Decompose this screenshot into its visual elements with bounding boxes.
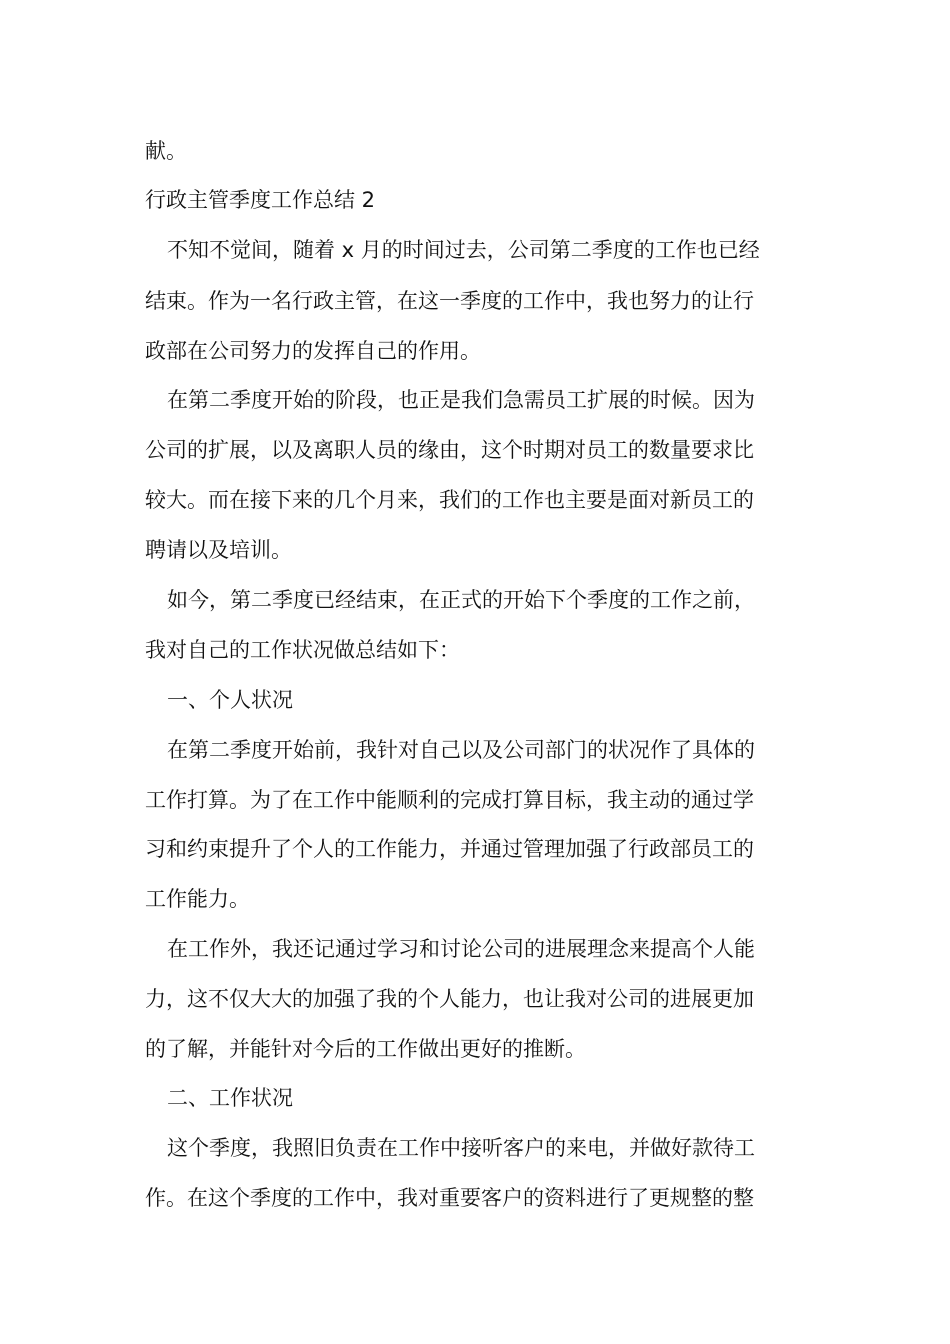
text-line: 工作打算。为了在工作中能顺利的完成打算目标，我主动的通过学 xyxy=(145,788,754,812)
text-line: 不知不觉间，随着 x 月的时间过去，公司第二季度的工作也已经 xyxy=(167,238,760,262)
text-line: 结束。作为一名行政主管，在这一季度的工作中，我也努力的让行 xyxy=(145,289,754,313)
text-line: 工作能力。 xyxy=(145,887,250,911)
text-line: 政部在公司努力的发挥自己的作用。 xyxy=(145,339,481,363)
text-line: 力，这不仅大大的加强了我的个人能力，也让我对公司的进展更加 xyxy=(145,987,754,1011)
section-title: 行政主管季度工作总结 2 xyxy=(145,188,376,212)
text-line: 这个季度，我照旧负责在工作中接听客户的来电，并做好款待工 xyxy=(167,1136,755,1160)
text-line: 公司的扩展，以及离职人员的缘由，这个时期对员工的数量要求比 xyxy=(145,438,754,462)
text-line: 聘请以及培训。 xyxy=(145,538,292,562)
text-line: 献。 xyxy=(145,139,187,163)
text-line: 作。在这个季度的工作中，我对重要客户的资料进行了更规整的整 xyxy=(145,1186,754,1210)
text-line: 如今，第二季度已经结束，在正式的开始下个季度的工作之前， xyxy=(167,588,755,612)
text-line: 在第二季度开始前，我针对自己以及公司部门的状况作了具体的 xyxy=(167,738,755,762)
subsection-heading: 一、个人状况 xyxy=(167,688,293,712)
text-line: 在第二季度开始的阶段，也正是我们急需员工扩展的时候。因为 xyxy=(167,388,755,412)
text-line: 我对自己的工作状况做总结如下： xyxy=(145,638,460,662)
text-line: 在工作外，我还记通过学习和讨论公司的进展理念来提高个人能 xyxy=(167,937,755,961)
subsection-heading: 二、工作状况 xyxy=(167,1086,293,1110)
text-line: 习和约束提升了个人的工作能力，并通过管理加强了行政部员工的 xyxy=(145,837,754,861)
text-line: 较大。而在接下来的几个月来，我们的工作也主要是面对新员工的 xyxy=(145,488,754,512)
text-line: 的了解，并能针对今后的工作做出更好的推断。 xyxy=(145,1037,586,1061)
